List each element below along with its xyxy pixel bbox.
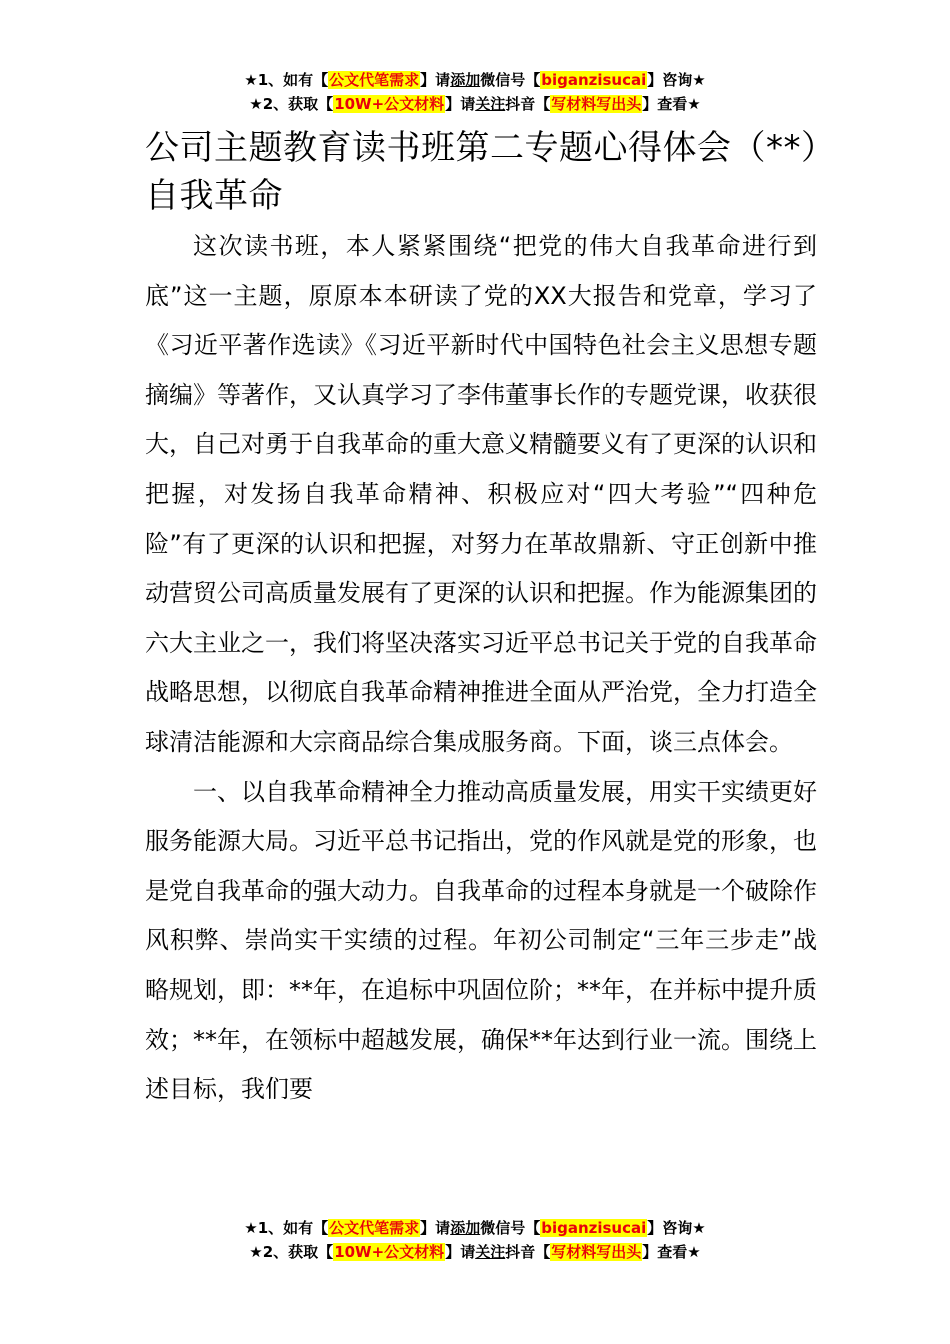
banner-highlight: 写材料写出头 xyxy=(551,1243,642,1261)
banner-text: 抖音【 xyxy=(505,1243,551,1261)
banner-underline: 关注 xyxy=(475,95,506,113)
document-body xyxy=(145,222,817,1115)
banner-text: 】请 xyxy=(420,71,451,89)
banner-text: 】请 xyxy=(445,1243,476,1261)
banner-line-2 xyxy=(0,1240,950,1264)
banner-line-1 xyxy=(0,68,950,92)
banner-line-1 xyxy=(0,1216,950,1240)
banner-text: 微信号【 xyxy=(480,1219,541,1237)
banner-text: 】查看★ xyxy=(642,95,701,113)
banner-text: ★1、如有【 xyxy=(244,71,329,89)
banner-highlight: 写材料写出头 xyxy=(551,95,642,113)
banner-highlight: 10W+公文材料 xyxy=(334,95,445,113)
banner-highlight: 10W+公文材料 xyxy=(334,1243,445,1261)
banner-text: 】查看★ xyxy=(642,1243,701,1261)
banner-underline: 添加 xyxy=(450,1219,481,1237)
banner-text: 】请 xyxy=(445,95,476,113)
banner-text: ★1、如有【 xyxy=(244,1219,329,1237)
banner-highlight: 公文代笔需求 xyxy=(329,71,420,89)
paragraph: 这次读书班，本人紧紧围绕“把党的伟大自我革命进行到底”这一主题，原原本本研读了党的XX大报告和党章，学习了《习近平著作选读》《习近平新时代中国特色社会主义思想专题摘编》等著作，又认真学习了李伟董事长作的专题党课，收获很大，自己对勇于自我革命的重大意义精髓要义有了更深的认识和把握，对发扬自我革命精神、积极应对“四大考验”“四种危险”有了更深的认识和把握，对努力在革故鼎新、守正创新中推动营贸公司高质量发展有了更深的认识和把握。作为能源集团的六大主业之一，我们将坚决落实习近平总书记关于党的自我革命战略思想，以彻底自我革命精神推进全面从严治党，全力打造全球清洁能源和大宗商品综合集成服务商。下面，谈三点体会。 xyxy=(145,232,817,756)
document-title: 公司主题教育读书班第二专题心得体会（**）自我革命 xyxy=(145,128,819,216)
banner-line-2 xyxy=(0,92,950,116)
header-banner xyxy=(0,68,950,116)
banner-text: 】咨询★ xyxy=(647,71,706,89)
banner-text: 微信号【 xyxy=(480,71,541,89)
banner-text: 】咨询★ xyxy=(647,1219,706,1237)
paragraph: 一、以自我革命精神全力推动高质量发展，用实干实绩更好服务能源大局。习近平总书记指出，党的作风就是党的形象，也是党自我革命的强大动力。自我革命的过程本身就是一个破除作风积弊、崇尚实干实绩的过程。年初公司制定“三年三步走”战略规划，即：**年，在追标中巩固位阶；**年，在并标中提升质效；**年，在领标中超越发展，确保**年达到行业一流。围绕上述目标，我们要 xyxy=(145,777,817,1104)
footer-banner xyxy=(0,1216,950,1264)
banner-underline: 关注 xyxy=(475,1243,506,1261)
banner-text: 】请 xyxy=(420,1219,451,1237)
banner-text: ★2、获取【 xyxy=(249,95,334,113)
banner-text: ★2、获取【 xyxy=(249,1243,334,1261)
banner-highlight: 公文代笔需求 xyxy=(329,1219,420,1237)
banner-underline: 添加 xyxy=(450,71,481,89)
banner-highlight: biganzisucai xyxy=(541,71,647,89)
banner-text: 抖音【 xyxy=(505,95,551,113)
banner-highlight: biganzisucai xyxy=(541,1219,647,1237)
